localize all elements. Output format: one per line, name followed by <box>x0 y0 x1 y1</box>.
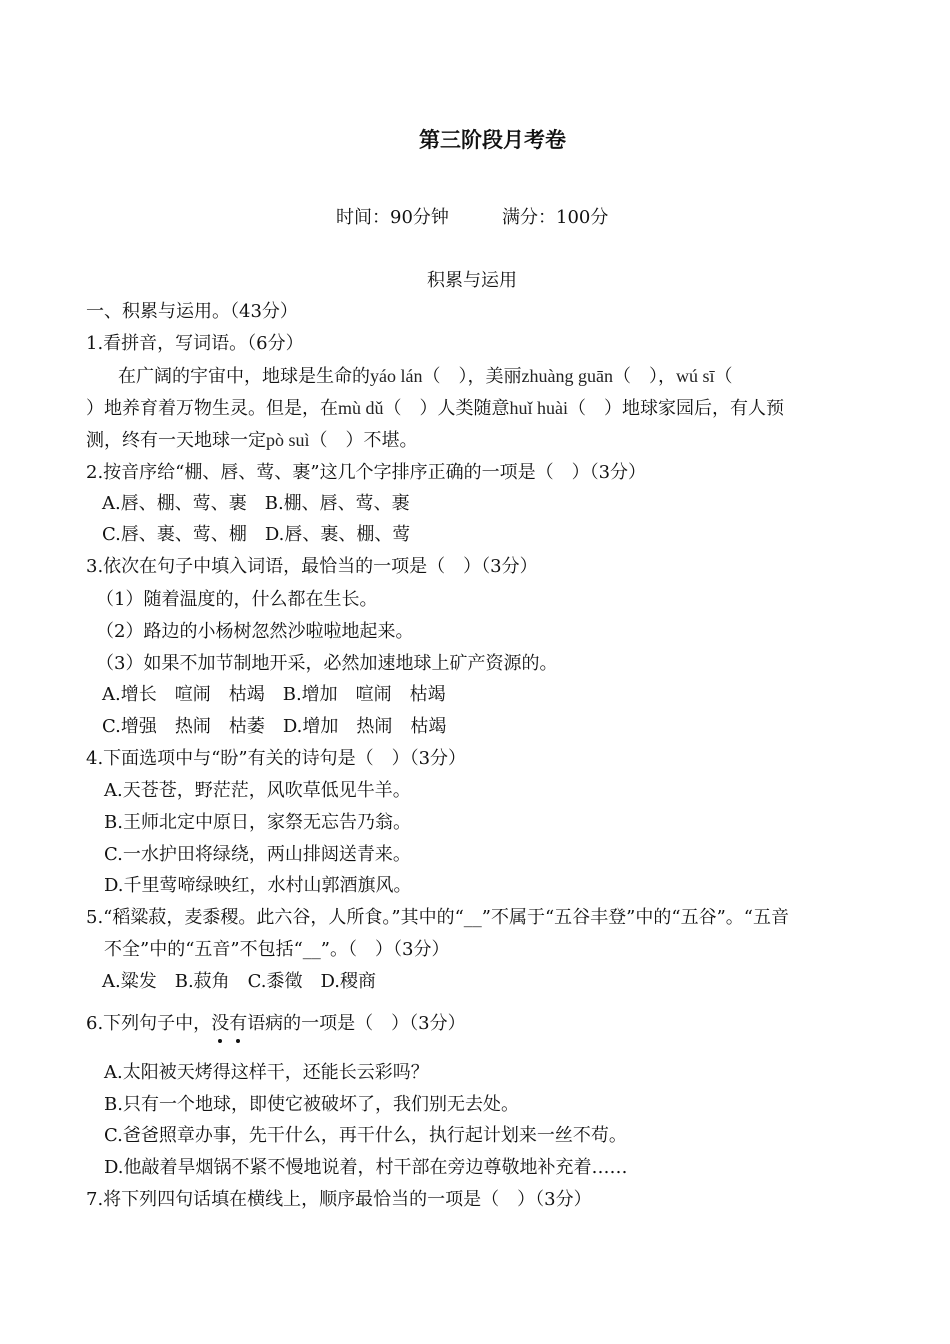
q6-option-c: C.爸爸照章办事，先干什么，再干什么，执行起计划来一丝不苟。 <box>104 1125 627 1146</box>
q1-line-3 <box>86 427 418 454</box>
emphasis-char-2-text: 有 <box>229 1013 248 1034</box>
q1-text-1a: 在广阔的宇宙中，地球是生命的 <box>118 366 370 387</box>
pinyin-wusi: wú sī <box>675 366 715 386</box>
pinyin-huihuai: huǐ huài <box>509 398 569 418</box>
q4-option-a: A.天苍苍，野茫茫，风吹草低见牛羊。 <box>104 780 411 801</box>
q3-stem: 3.依次在句子中填入词语，最恰当的一项是（ ）（3分） <box>86 556 538 577</box>
q1-text-3a: 测，终有一天地球一定 <box>86 430 266 451</box>
q2-stem: 2.按音序给“棚、唇、莺、裹”这几个字排序正确的一项是（ ）（3分） <box>86 462 647 483</box>
q3-sentence-1: （1）随着温度的，什么都在生长。 <box>96 589 378 610</box>
q1-text-1c: （ ）， <box>612 366 676 387</box>
emphasis-char-1 <box>211 1013 229 1034</box>
q6-option-d: D.他敲着旱烟锅不紧不慢地说着，村干部在旁边尊敬地补充着…… <box>104 1157 628 1178</box>
emphasis-char-1-text: 没 <box>211 1013 230 1034</box>
q6-option-b: B.只有一个地球，即使它被破坏了，我们别无去处。 <box>104 1094 519 1115</box>
q3-sentence-2: （2）路边的小杨树忽然沙啦啦地起来。 <box>96 621 414 642</box>
q5-options: A.粱发 B.菽角 C.黍徵 D.稷商 <box>102 971 377 992</box>
q3-options-row-1: A.增长 喧闹 枯竭 B.增加 喧闹 枯竭 <box>102 684 446 705</box>
q1-text-2c: （ ）地球家园后，有人预 <box>568 398 785 419</box>
q6-option-a: A.太阳被天烤得这样干，还能长云彩吗？ <box>104 1062 429 1083</box>
pinyin-posui: pò suì <box>266 430 310 450</box>
q1-line-1 <box>118 363 732 390</box>
q3-sentence-3: （3）如果不加节制地开采，必然加速地球上矿产资源的。 <box>96 653 558 674</box>
q4-option-c: C.一水护田将绿绕，两山排闼送青来。 <box>104 844 411 865</box>
q1-text-3b: （ ）不堪。 <box>309 430 418 451</box>
q6-stem-post: 语病的一项是（ ）（3分） <box>247 1013 466 1034</box>
q2-options-row-1: A.唇、棚、莺、裹 B.棚、唇、莺、裹 <box>102 493 410 514</box>
q6-stem <box>86 1011 466 1037</box>
pinyin-zhuangguan: zhuàng guān <box>521 366 613 386</box>
q2-options-row-2: C.唇、裹、莺、棚 D.唇、裹、棚、莺 <box>102 524 411 545</box>
part-one-heading: 一、积累与运用。（43分） <box>86 301 298 322</box>
q6-stem-pre: 6.下列句子中， <box>86 1013 212 1034</box>
q7-stem: 7.将下列四句话填在横线上，顺序最恰当的一项是（ ）（3分） <box>86 1189 592 1210</box>
emphasis-char-2 <box>229 1013 247 1034</box>
q1-text-2b: （ ）人类随意 <box>383 398 510 419</box>
emphasis-dot <box>218 1039 222 1043</box>
page-title: 第三阶段月考卷 <box>419 128 566 152</box>
q4-option-b: B.王师北定中原日，家祭无忘告乃翁。 <box>104 812 411 833</box>
q5-stem-line-1: 5.“稻粱菽，麦黍稷。此六谷，人所食。”其中的“__”不属于“五谷丰登”中的“五谷”。“五音 <box>86 907 789 928</box>
q1-line-2 <box>86 395 784 422</box>
q1-stem: 1.看拼音，写词语。（6分） <box>86 333 304 354</box>
section-heading: 积累与运用 <box>427 270 517 291</box>
emphasis-dot <box>236 1039 240 1043</box>
exam-score: 满分：100分 <box>502 207 609 228</box>
q1-text-2a: ）地养育着万物生灵。但是，在 <box>86 398 338 419</box>
q1-text-1d: （ <box>714 366 733 387</box>
q1-text-1b: （ ），美丽 <box>422 366 522 387</box>
pinyin-yaolan: yáo lán <box>370 366 423 386</box>
pinyin-mudu: mù dǔ <box>338 398 384 418</box>
exam-time: 时间：90分钟 <box>336 207 449 228</box>
q3-options-row-2: C.增强 热闹 枯萎 D.增加 热闹 枯竭 <box>102 716 447 737</box>
q4-stem: 4.下面选项中与“盼”有关的诗句是（ ）（3分） <box>86 748 467 769</box>
q5-stem-line-2: 不全”中的“五音”不包括“__”。（ ）（3分） <box>104 939 450 960</box>
q4-option-d: D.千里莺啼绿映红，水村山郭酒旗风。 <box>104 875 412 896</box>
